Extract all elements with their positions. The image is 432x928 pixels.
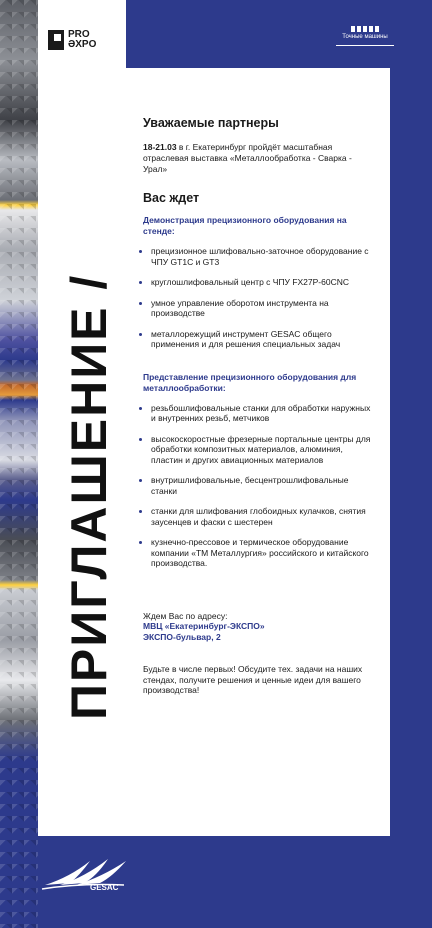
list-item: внутришлифовальные, бесцентрошлифовальные станки — [143, 475, 371, 496]
tochnye-mashiny-logo — [336, 26, 394, 46]
waiting-heading: Вас ждет — [143, 191, 200, 205]
intro-text: в г. Екатеринбург пройдёт масштабная отраслевая выставка «Металлообработка - Сварка - Урал» — [143, 142, 352, 174]
section-a-title: Демонстрация прецизионного оборудования на стенде: — [143, 215, 347, 236]
section-b-list — [143, 403, 371, 569]
address-venue: МВЦ «Екатеринбург-ЭКСПО» — [143, 621, 265, 631]
intro-paragraph — [143, 142, 371, 175]
proexpo-mark-icon — [48, 30, 64, 50]
proexpo-logo — [38, 0, 126, 68]
section-b-title: Представление прецизионного оборудования для металлообработки: — [143, 371, 357, 393]
address-block — [143, 611, 371, 643]
gesac-text: GESAC — [90, 883, 119, 892]
greeting: Уважаемые партнеры — [143, 116, 279, 130]
tochnye-mashiny-text: Точные машины — [342, 34, 388, 40]
proexpo-logo-text: PRO ƏXPO — [68, 29, 97, 50]
call-to-action: Будьте в числе первых! Обсудите тех. задачи на наших стендах, получите решения и ценные идеи для вашего производства! — [143, 664, 363, 695]
list-item: высокоскоростные фрезерные портальные центры для обработки композитных материалов, алюминия, пластин и других авиационных материалов — [143, 434, 371, 466]
address-street: ЭКСПО-бульвар, 2 — [143, 631, 221, 642]
intro-dates: 18-21.03 — [143, 142, 177, 152]
list-item: умное управление оборотом инструмента на производстве — [143, 298, 371, 319]
list-item: резьбошлифовальные станки для обработки наружных и внутренних резьб, метчиков — [143, 403, 371, 424]
decorative-mosaic — [0, 0, 38, 928]
list-item: прецизионное шлифовально-заточное оборудование с ЧПУ GT1C и GT3 — [143, 246, 371, 267]
list-item: станки для шлифования глобоидных кулачков, снятия заусенцев и фаски с шестерен — [143, 506, 371, 527]
list-item: круглошлифовальный центр с ЧПУ FX27P-60CNC — [143, 277, 371, 288]
section-a-list — [143, 246, 371, 350]
list-item: металлорежущий инструмент GESAC общего применения и для решения специальных задач — [143, 329, 371, 350]
page-title: ПРИГЛАШЕНИЕ / — [61, 273, 117, 720]
address-label: Ждем Вас по адресу: — [143, 610, 228, 621]
invitation-content — [143, 116, 371, 696]
tochnye-mashiny-mark-icon — [336, 26, 394, 32]
gesac-logo — [40, 855, 130, 895]
list-item: кузнечно-прессовое и термическое оборудование компании «ТМ Металлургия» российского и китайского производства. — [143, 537, 371, 569]
